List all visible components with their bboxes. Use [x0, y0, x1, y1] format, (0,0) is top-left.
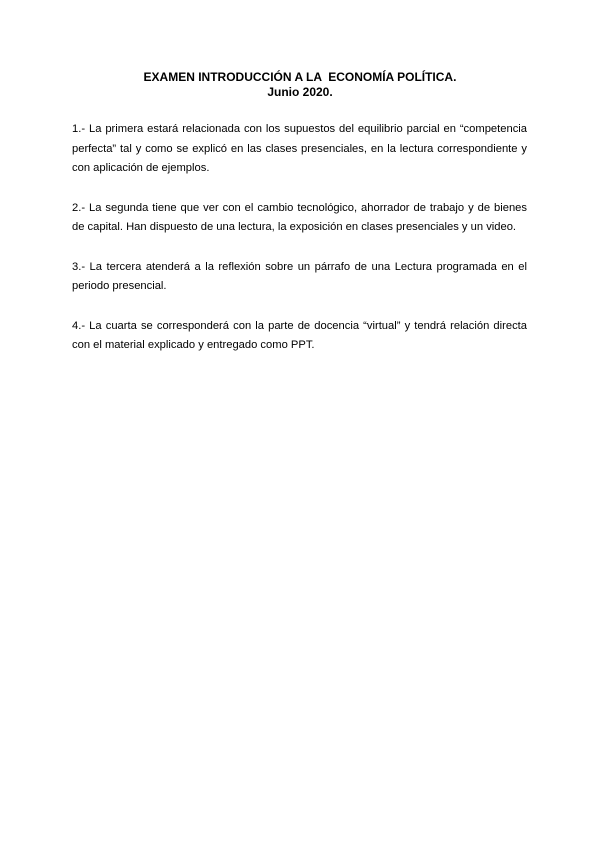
paragraph-1: 1.- La primera estará relacionada con los supuestos del equilibrio parcial en “competencia perfecta” tal y como se explicó en las clases presenciales, en la lectura correspondiente y con aplicación de ejemplos. [72, 123, 527, 174]
document-subtitle: Junio 2020. [267, 85, 333, 99]
paragraph-4: 4.- La cuarta se corresponderá con la parte de docencia “virtual” y tendrá relación directa con el material explicado y entregado como PPT. [72, 319, 527, 351]
paragraph-3: 3.- La tercera atenderá a la reflexión sobre un párrafo de una Lectura programada en el periodo presencial. [72, 260, 527, 292]
document-body [72, 120, 527, 376]
document-header [0, 70, 600, 100]
paragraph-2: 2.- La segunda tiene que ver con el cambio tecnológico, ahorrador de trabajo y de bienes de capital. Han dispuesto de una lectura, la exposición en clases presenciales y un video. [72, 201, 527, 233]
document-title: EXAMEN INTRODUCCIÓN A LA ECONOMÍA POLÍTICA. [143, 70, 457, 84]
